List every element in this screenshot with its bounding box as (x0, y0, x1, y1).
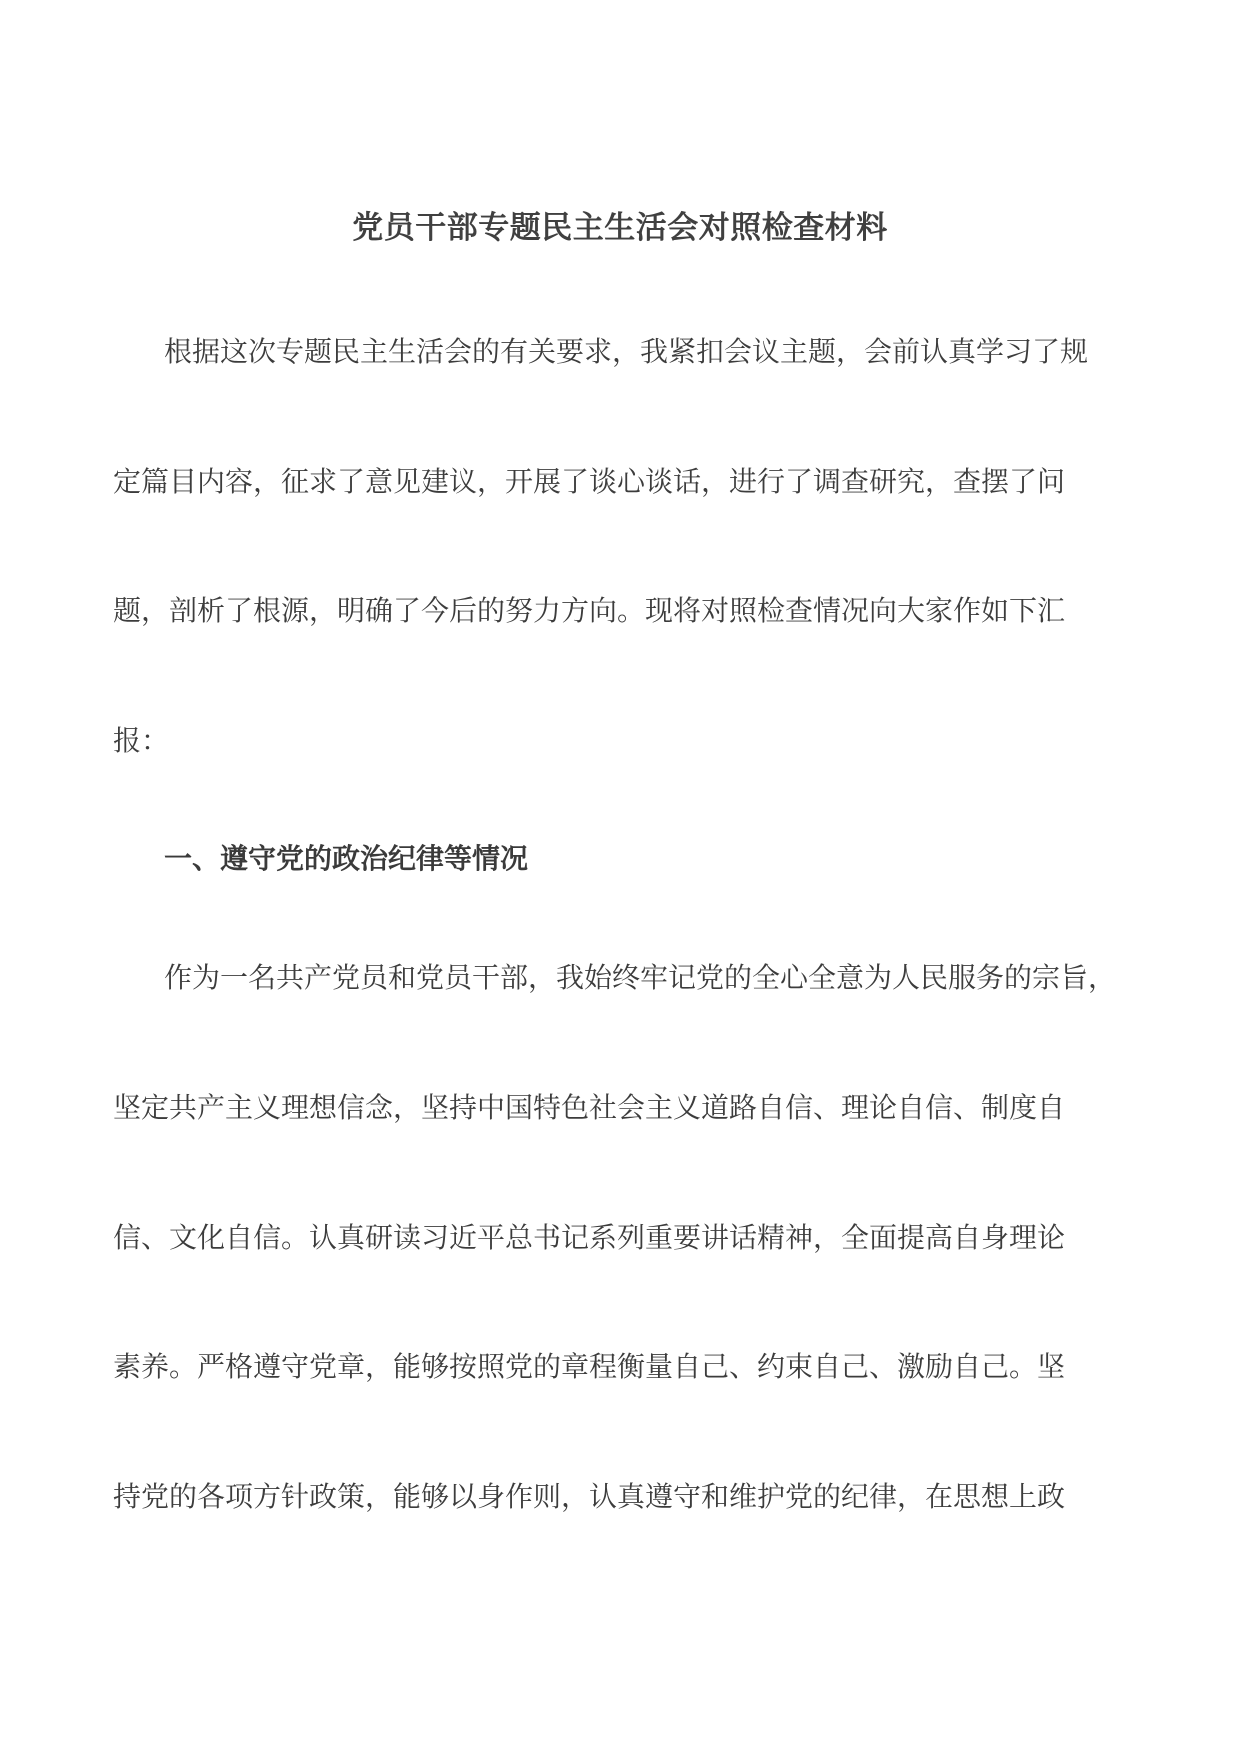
paragraph-line: 报： (113, 724, 170, 757)
paragraph-line: 坚定共产主义理想信念，坚持中国特色社会主义道路自信、理论自信、制度自 (113, 1091, 1066, 1124)
paragraph-line: 素养。严格遵守党章，能够按照党的章程衡量自己、约束自己、激励自己。坚 (113, 1350, 1066, 1383)
paragraph-line: 根据这次专题民主生活会的有关要求，我紧扣会议主题，会前认真学习了规 (164, 335, 1089, 368)
paragraph-line: 持党的各项方针政策，能够以身作则，认真遵守和维护党的纪律，在思想上政 (113, 1480, 1066, 1513)
paragraph-line: 定篇目内容，征求了意见建议，开展了谈心谈话，进行了调查研究，查摆了问 (113, 465, 1066, 498)
paragraph-line: 作为一名共产党员和党员干部，我始终牢记党的全心全意为人民服务的宗旨， (164, 961, 1117, 994)
section-heading: 一、遵守党的政治纪律等情况 (164, 842, 529, 875)
paragraph-line: 信、文化自信。认真研读习近平总书记系列重要讲话精神，全面提高自身理论 (113, 1221, 1066, 1254)
paragraph-line: 题，剖析了根源，明确了今后的努力方向。现将对照检查情况向大家作如下汇 (113, 594, 1066, 627)
document-title: 党员干部专题民主生活会对照检查材料 (352, 210, 888, 246)
